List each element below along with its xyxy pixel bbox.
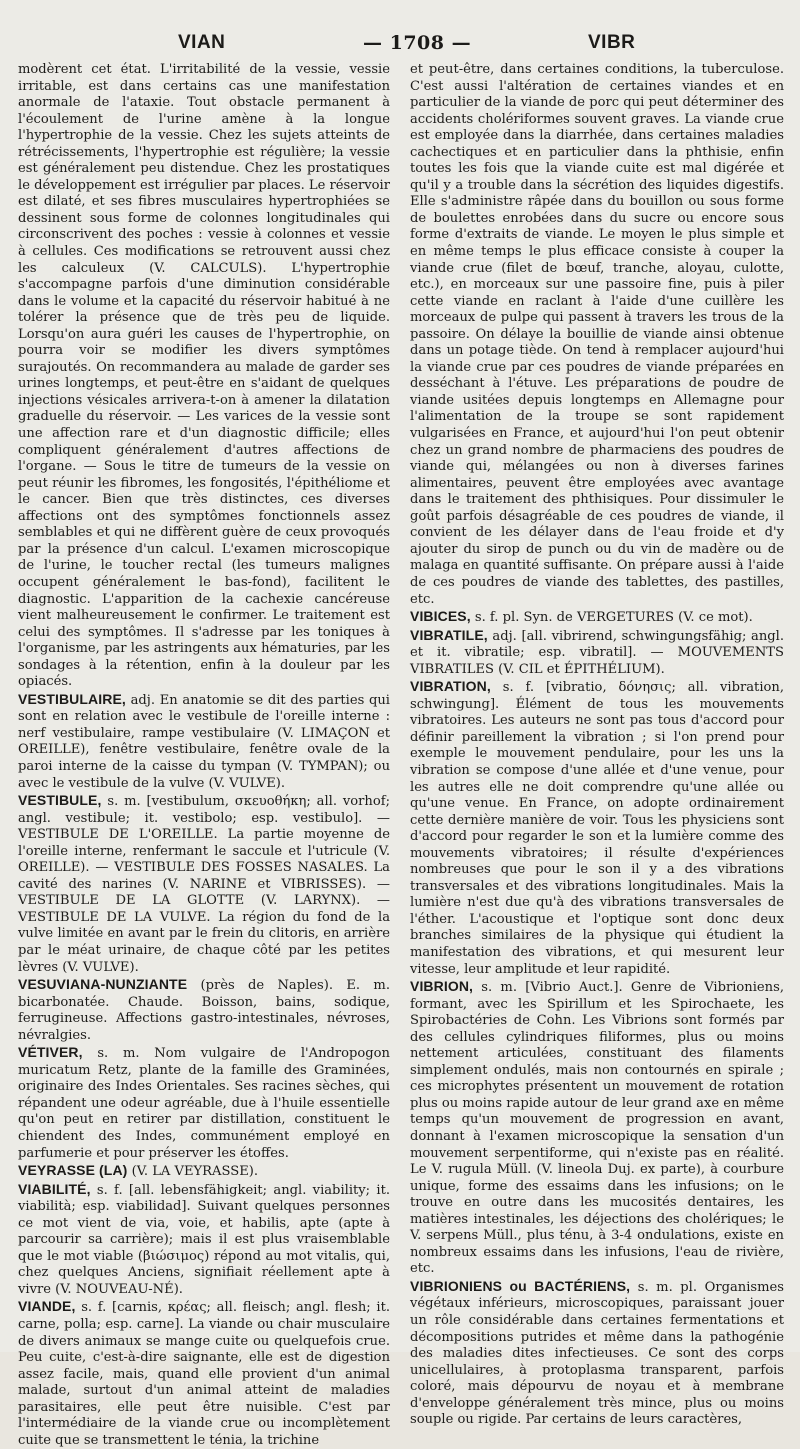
entry-body: s. m. [Vibrio Auct.]. Genre de Vibrioniens, formant, avec les Spirillum et les Spirochaete, les Spirobactéries de Cohn. Les Vibrions sont formés par des cellules cylindriques filiformes, plus ou moins nettement articulées, constituant des filaments simplement ondulés, mais non contournés en spirale ; ces microphytes présentent un mouvement de rotation plus ou moins rapide autour de leur grand axe en même temps qu'un mouvement de progression en avant, donnant à l'examen microscopique la sensation d'un mouvement serpentiforme, qui n'existe pas en réalité. Le V. rugula Müll. (V. lineola Duj. ex parte), à courbure unique, forme des essaims dans les infusions; on le trouve en outre dans les mucosités dentaires, les matières intestinales, les déjections des cholériques; le V. serpens Müll., plus ténu, à 3-4 ondulations, existe en nombreux essaims dans les infusions, l'eau de rivière, etc.	[410, 980, 784, 1277]
headword: VESUVIANA-NUNZIANTE	[18, 976, 188, 993]
entry-viande	[18, 1298, 390, 1449]
entry-vibration	[410, 678, 784, 978]
text-columns	[18, 62, 784, 1448]
vessie-continuation: modèrent cet état. L'irritabilité de la vessie, vessie irritable, est dans certains cas une manifestation anormale de l'ataxie. Tout obstacle permanent à l'écoulement de l'urine amène à la longue l'hypertrophie de la vessie. Chez les sujets atteints de rétrécissements, l'hypertrophie est régulière; la vessie est généralement peu distendue. Chez les prostatiques le développement est irrégulier par places. Le réservoir est dilaté, et ses fibres musculaires hypertrophiées se dessinent sous forme de colonnes longitudinales qui circonscrivent des poches : vessie à colonnes et vessie à cellules. Ces modifications se retrouvent aussi chez les calculeux (V. CALCULS). L'hypertrophie s'accompagne parfois d'une diminution considérable dans le volume et la capacité du réservoir habitué à ne tolérer la présence que de très peu de liquide. Lorsqu'on aura guéri les causes de l'hypertrophie, on pourra voir se modifier les divers symptômes surajoutés. On recommandera au malade de garder ses urines longtemps, et peut-être en s'aidant de quelques injections vésicales arrivera-t-on à amener la dilatation graduelle du réservoir. — Les varices de la vessie sont une affection rare et d'un diagnostic difficile; elles compliquent généralement d'autres affections de l'organe. — Sous le titre de tumeurs de la vessie on peut réunir les fibromes, les fongosités, l'épithéliome et le cancer. Bien que très distinctes, ces diverses affections ont des symptômes fonctionnels assez semblables et qui ne diffèrent guère de ceux provoqués par la présence d'un calcul. L'examen microscopique de l'urine, le toucher rectal (les tumeurs malignes occupent généralement le bas-fond), facilitent le diagnostic. L'apparition de la cachexie cancéreuse vient malheureusement le confirmer. Le traitement est celui des symptômes. Il s'adresse par les toniques à l'organisme, par les astringents aux hématuries, par les sondages à la rétention, enfin à la douleur par les opiacés.	[18, 62, 390, 690]
left-column	[18, 62, 390, 1448]
headword: VIBRATION,	[410, 678, 491, 695]
entry-body: (près de Naples). E. m. bicarbonatée. Chaude. Boisson, bains, sodique, ferrugineuse. Affections gastro-intestinales, névroses, névralgies.	[18, 978, 390, 1043]
headword: VIBRIONIENS ou BACTÉRIENS,	[410, 1277, 631, 1294]
viande-continuation: et peut-être, dans certaines conditions, la tuberculose. C'est aussi l'altération de certaines viandes et en particulier de la viande de porc qui peut déterminer des accidents cholériformes souvent graves. La viande crue est employée dans la diarrhée, dans certaines maladies cachectiques et en particulier dans la phthisie, enfin toutes les fois que la viande cuite est mal digérée et qu'il y a trouble dans la sécrétion des liquides digestifs. Elle s'administre râpée dans du bouillon ou sous forme de boulettes enrobées dans du sucre ou encore sous forme d'extraits de viande. Le moyen le plus simple et en même temps le plus efficace consiste à couper la viande crue (filet de bœuf, tranche, aloyau, culotte, etc.), en morceaux sur une passoire fine, puis à piler cette viande en raclant à l'aide d'une cuillère les morceaux de pulpe qui passent à travers les trous de la passoire. On délaye la bouillie de viande ainsi obtenue dans un potage tiède. On tend à remplacer aujourd'hui la viande crue par ces poudres de viande préparées en desséchant à l'étuve. Les préparations de poudre de viande usitées depuis longtemps en Allemagne pour l'alimentation de la troupe se sont rapidement vulgarisées en France, et aujourd'hui l'on peut obtenir chez un grand nombre de pharmaciens des poudres de viande qui, mélangées ou non à diverses farines alimentaires, peuvent être employées avec avantage dans le traitement des phthisiques. Pour dissimuler le goût parfois désagréable de ces poudres de viande, il convient de les délayer dans de l'eau froide et d'y ajouter du sirop de punch ou du vin de madère ou de malaga en quantité suffisante. On prépare aussi à l'aide de ces poudres de viande des tablettes, des pastilles, etc.	[410, 62, 784, 607]
headword: VIBRATILE,	[410, 626, 488, 643]
header-left-guideword: VIAN	[178, 32, 226, 53]
entry-vibratile	[410, 627, 784, 679]
entry-body: s. f. [carnis, κρέας; all. fleisch; angl. flesh; it. carne, polla; esp. carne]. La viande ou chair musculaire de divers animaux se mange cuite ou quelquefois crue. Peu cuite, c'est-à-dire saignante, elle est de digestion assez facile, mais, quand elle provient d'un animal malade, surtout d'un animal atteint de maladies parasitaires, elle peut être nuisible. C'est par l'intermédiaire de la viande crue ou incomplètement cuite que se transmettent le ténia, la trichine	[18, 1300, 390, 1448]
entry-vibrioniens	[410, 1278, 784, 1429]
entry-viabilite	[18, 1181, 390, 1299]
entry-vibrion	[410, 978, 784, 1278]
running-header	[18, 28, 784, 62]
entry-vibices	[410, 608, 784, 627]
headword: VESTIBULE,	[18, 792, 102, 809]
entry-body: adj. [all. vibrirend, schwingungsfähig; angl. et it. vibratile; esp. vibratil]. — MOUVEMENTS VIBRATILES (V. CIL et ÉPITHÉLIUM).	[410, 628, 784, 677]
headword: VESTIBULAIRE,	[18, 690, 126, 707]
entry-veyrasse	[18, 1162, 390, 1181]
entry-vesuviana	[18, 976, 390, 1044]
entry-vestibulaire	[18, 691, 390, 792]
entry-body: s. f. [all. lebensfähigkeit; angl. viability; it. viabilità; esp. viabilidad]. Suivant quelques personnes ce mot vient de via, voie, et habilis, apte (apte à parcourir sa carrière); mais il est plus vraisemblable que le mot viable (βιώσιμος) répond au mot vitalis, qui, chez quelques Anciens, signifiait réellement apte à vivre (V. NOUVEAU-NÉ).	[18, 1182, 390, 1297]
entry-vestibule	[18, 792, 390, 976]
page-number: — 1708 —	[363, 32, 472, 54]
headword: VIANDE,	[18, 1298, 76, 1315]
entry-vetiver	[18, 1044, 390, 1162]
entry-body: s. m. pl. Organismes végétaux inférieurs, microscopiques, paraissant jouer un rôle considérable dans certaines fermentations et décompositions putrides et même dans la pathogénie des maladies dites infectieuses. Ce sont des corps unicellulaires, à protoplasma transparent, parfois coloré, mais dépourvu de noyau et à membrane d'enveloppe généralement très mince, plus ou moins souple ou rigide. Par certains de leurs caractères,	[410, 1279, 784, 1428]
entry-body: s. f. [vibratio, δόνησις; all. vibration, schwingung]. Élément de tous les mouvements vibratoires. Les auteurs ne sont pas tous d'accord pour définir pareillement la vibration ; si l'on prend pour exemple le mouvement pendulaire, pour les uns la vibration se compose d'une allée et d'une venue, pour les autres elle ne doit comprendre qu'une allée ou qu'une venue. En France, on adopte ordinairement cette dernière manière de voir. Tous les physiciens sont d'accord pour regarder le son et la lumière comme des mouvements vibratoires; il résulte d'expériences nombreuses que pour le son il y a des vibrations transversales et des vibrations longitudinales. Mais la lumière n'est due qu'à des vibrations transversales de l'éther. L'acoustique et l'optique sont donc deux branches similaires de la physique qui étudient la manifestation des vibrations, et qui mesurent leur vitesse, leur amplitude et leur rapidité.	[410, 680, 784, 977]
entry-body: s. f. pl. Syn. de VERGETURES (V. ce mot).	[470, 610, 753, 626]
entry-body: s. m. Nom vulgaire de l'Andropogon muricatum Retz, plante de la famille des Graminées, originaire des Indes Orientales. Ses racines sèches, qui répandent une odeur agréable, due à l'huile essentielle qu'on peut en retirer par distillation, constituent le chiendent des Indes, communément employé en parfumerie et pour préserver les étoffes.	[18, 1046, 390, 1161]
headword: VIBICES,	[410, 608, 471, 625]
headword: VIABILITÉ,	[18, 1180, 91, 1197]
headword: VÉTIVER,	[18, 1044, 83, 1061]
entry-body: (V. LA VEYRASSE).	[127, 1164, 259, 1180]
headword: VEYRASSE (LA)	[18, 1162, 128, 1179]
entry-body: s. m. [vestibulum, σκευοθήκη; all. vorhof; angl. vestibule; it. vestibolo; esp. vestibulo]. — VESTIBULE DE L'OREILLE. La partie moyenne de l'oreille interne, renfermant le saccule et l'utricule (V. OREILLE). — VESTIBULE DES FOSSES NASALES. La cavité des narines (V. NARINE et VIBRISSES). — VESTIBULE DE LA GLOTTE (V. LARYNX). — VESTIBULE DE LA VULVE. La région du fond de la vulve limitée en avant par le frein du clitoris, en arrière par le méat urinaire, de chaque côté par les petites lèvres (V. VULVE).	[18, 794, 390, 975]
header-right-guideword: VIBR	[588, 32, 636, 53]
entry-body: adj. En anatomie se dit des parties qui sont en relation avec le vestibule de l'oreille interne : nerf vestibulaire, rampe vestibulaire (V. LIMAÇON et OREILLE), fenêtre vestibulaire, fenêtre ovale de la paroi interne de la caisse du tympan (V. TYMPAN); ou avec le vestibule de la vulve (V. VULVE).	[18, 692, 390, 791]
right-column	[410, 62, 784, 1428]
headword: VIBRION,	[410, 978, 474, 995]
